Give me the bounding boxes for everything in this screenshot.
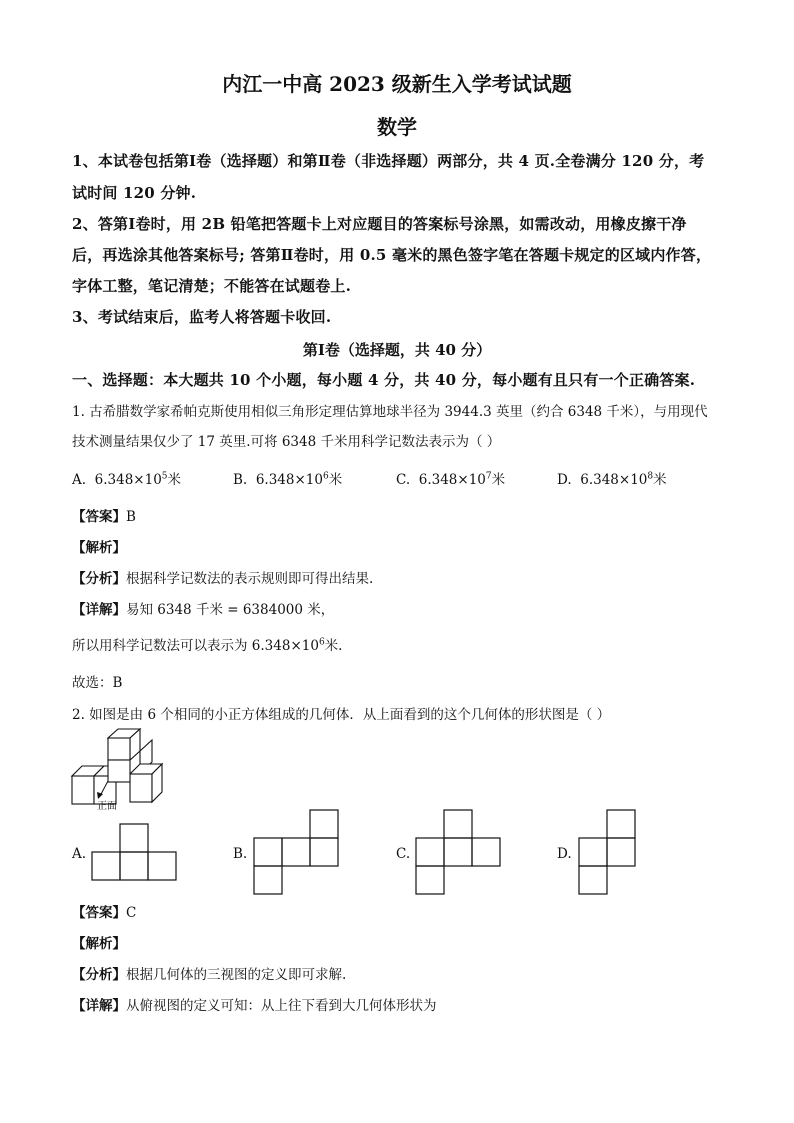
q2-stem: 2. 如图是由 6 个相同的小正方体组成的几何体．从上面看到的这个几何体的形状图是（ ） [72, 707, 611, 723]
note-2-line-3: 字体工整，笔记清楚；不能答在试题卷上. [72, 277, 352, 295]
q2-option-d-figure [579, 808, 649, 898]
note-1-line-1: 1、本试卷包括第Ⅰ卷（选择题）和第Ⅱ卷（非选择题）两部分，共 4 页.全卷满分 120 分，考 [72, 152, 705, 170]
q2-option-c-figure [416, 808, 506, 898]
q1-detail: 【详解】易知 6348 千米 = 6384000 米， [72, 602, 335, 618]
q2-option-d-label: D. [557, 846, 572, 862]
page-title: 内江一中高 2023 级新生入学考试试题 [222, 72, 572, 96]
q1-stem-line-2: 技术测量结果仅少了 17 英里.可将 6348 千米用科学记数法表示为（ ） [72, 434, 501, 450]
q2-answer [72, 901, 136, 921]
answer-label: 【答案】 [72, 509, 126, 525]
q1-option-a: A. $6.348\times 10^5$米 [72, 471, 182, 488]
q1-fenxi: 【分析】根据科学记数法的表示规则即可得出结果. [72, 571, 374, 587]
subject-title: 数学 [377, 115, 417, 139]
cube-figure [70, 726, 180, 811]
q1-detail-2: 所以用科学记数法可以表示为 $6.348\times 10^6$米. [72, 637, 343, 654]
q1-option-c: C. $6.348\times 10^7$米 [396, 471, 506, 488]
q2-detail: 【详解】从俯视图的定义可知：从上往下看到大几何体形状为 [72, 998, 437, 1014]
q2-option-a-label: A. [72, 846, 87, 862]
q1-option-b: B. $6.348\times 10^6$米 [233, 471, 343, 488]
note-3: 3、考试结束后，监考人将答题卡收回. [72, 308, 332, 326]
q1-choose: 故选：B [72, 675, 123, 691]
front-label: 正面 [97, 801, 117, 812]
q1-stem-line-1: 1. 古希腊数学家希帕克斯使用相似三角形定理估算地球半径为 3944.3 英里（约合 6348 千米），与用现代 [72, 404, 708, 420]
q2-option-b-figure [254, 808, 344, 898]
section-instruction: 一、选择题：本大题共 10 个小题，每小题 4 分，共 40 分，每小题有且只有一个正确答案. [72, 371, 696, 389]
answer-label: 【答案】 [72, 905, 126, 921]
q2-option-b-label: B. [233, 846, 248, 862]
answer-value: B [126, 509, 136, 525]
q2-option-c-label: C. [396, 846, 411, 862]
note-1-line-2: 试时间 120 分钟. [72, 184, 197, 202]
q1-option-d: D. $6.348\times 10^8$米 [557, 471, 667, 488]
q2-analysis-label: 【解析】 [72, 936, 126, 952]
note-2-line-1: 2、答第Ⅰ卷时，用 2B 铅笔把答题卡上对应题目的答案标号涂黑，如需改动，用橡皮擦干净 [72, 215, 687, 233]
q1-answer [72, 505, 136, 525]
q2-option-a-figure [92, 822, 182, 882]
q2-fenxi: 【分析】根据几何体的三视图的定义即可求解. [72, 967, 347, 983]
note-2-line-2: 后，再选涂其他答案标号; 答第Ⅱ卷时，用 0.5 毫米的黑色签字笔在答题卡规定的区域内作答， [72, 246, 712, 264]
section-heading: 第Ⅰ卷（选择题，共 40 分） [302, 341, 492, 359]
q1-analysis-label: 【解析】 [72, 540, 126, 556]
answer-value: C [126, 905, 137, 921]
